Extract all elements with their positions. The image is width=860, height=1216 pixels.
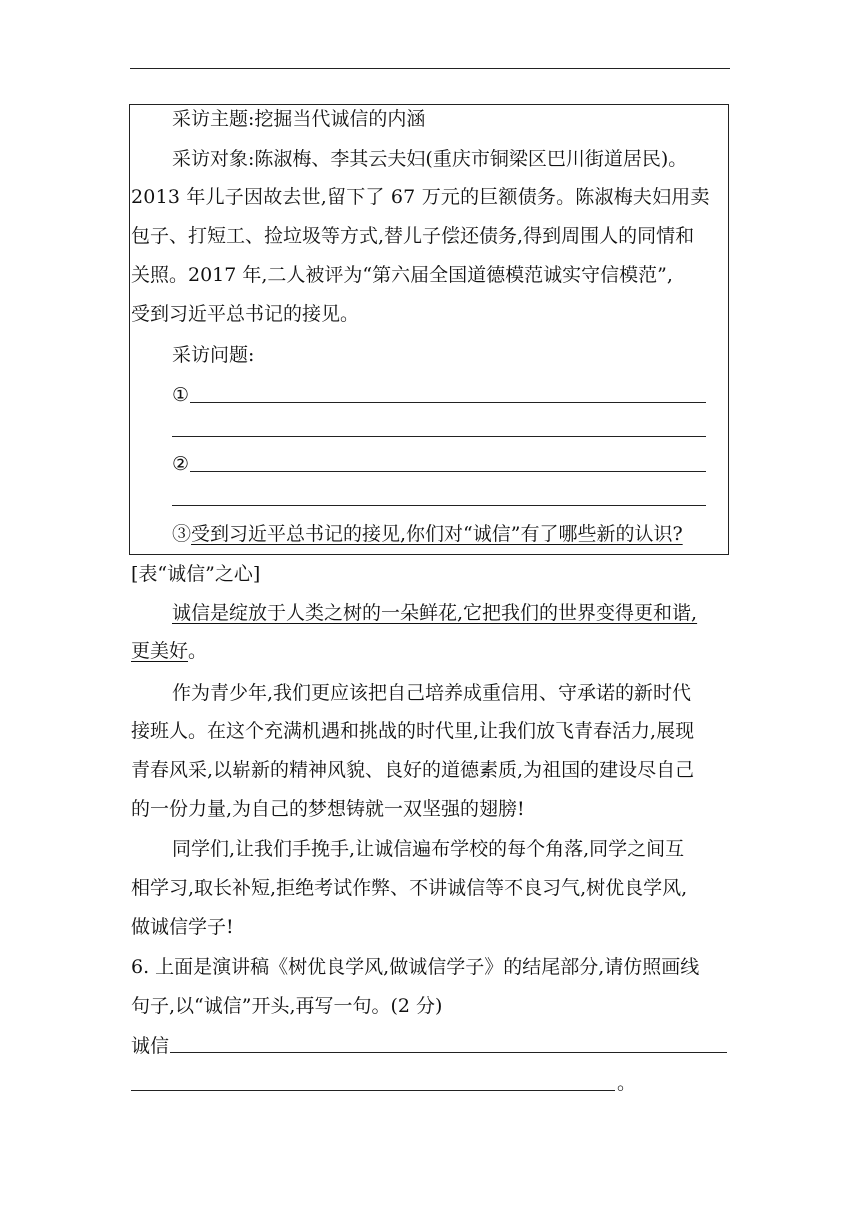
paragraph-line: 的一份力量,为自己的梦想铸就一双坚强的翅膀! (131, 798, 525, 820)
header-rule (130, 68, 730, 69)
interview-subject-line: 包子、打短工、捡垃圾等方式,替儿子偿还债务,得到周围人的同情和 (131, 225, 695, 247)
question-2-answer-line-2[interactable] (172, 505, 706, 506)
question-3 (172, 521, 683, 547)
paragraph-line: 接班人。在这个充满机遇和挑战的时代里,让我们放飞青春活力,展现 (131, 720, 695, 742)
question-1-answer-line-2[interactable] (172, 436, 706, 437)
question-6-line: 6. 上面是演讲稿《树优良学风,做诚信学子》的结尾部分,请仿照画线 (131, 956, 700, 978)
paragraph-line: 同学们,让我们手挽手,让诚信遍布学校的每个角落,同学之间互 (172, 838, 685, 860)
interview-subject-line: 2013 年儿子因故去世,留下了 67 万元的巨额债务。陈淑梅夫妇用卖 (131, 186, 710, 208)
underlined-sentence-end: 更美好。 (131, 640, 208, 662)
underlined-sentence: 诚信是绽放于人类之树的一朵鲜花,它把我们的世界变得更和谐, (172, 602, 698, 624)
interview-subject-line: 采访对象:陈淑梅、李其云夫妇(重庆市铜梁区巴川街道居民)。 (172, 148, 688, 170)
answer-line-2[interactable] (131, 1090, 615, 1091)
answer-end: 。 (617, 1072, 637, 1094)
question-3-marker: ③ (172, 523, 192, 545)
paragraph-line: 青春风采,以崭新的精神风貌、良好的道德素质,为祖国的建设尽自己 (131, 759, 695, 781)
question-1-answer-line[interactable] (190, 402, 706, 403)
question-3-text: 受到习近平总书记的接见,你们对“诚信”有了哪些新的认识? (191, 523, 683, 545)
questions-label: 采访问题: (172, 344, 255, 366)
question-1-marker: ① (172, 384, 190, 406)
paragraph-line: 作为青少年,我们更应该把自己培养成重信用、守承诺的新时代 (172, 682, 692, 704)
interview-subject-line: 关照。2017 年,二人被评为“第六届全国道德模范诚实守信模范”, (131, 264, 673, 286)
paragraph-line: 相学习,取长补短,拒绝考试作弊、不讲诚信等不良习气,树优良学风, (131, 877, 688, 899)
section-title: [表“诚信”之心] (131, 563, 261, 585)
question-6-line: 句子,以“诚信”开头,再写一句。(2 分) (131, 995, 443, 1017)
question-2-marker: ② (172, 453, 190, 475)
answer-line[interactable] (170, 1052, 727, 1053)
question-2-answer-line[interactable] (190, 471, 706, 472)
interview-subject-line: 受到习近平总书记的接见。 (131, 303, 360, 325)
answer-prefix: 诚信 (131, 1035, 170, 1057)
interview-theme: 采访主题:挖掘当代诚信的内涵 (172, 108, 426, 130)
paragraph-line: 做诚信学子! (131, 916, 234, 938)
